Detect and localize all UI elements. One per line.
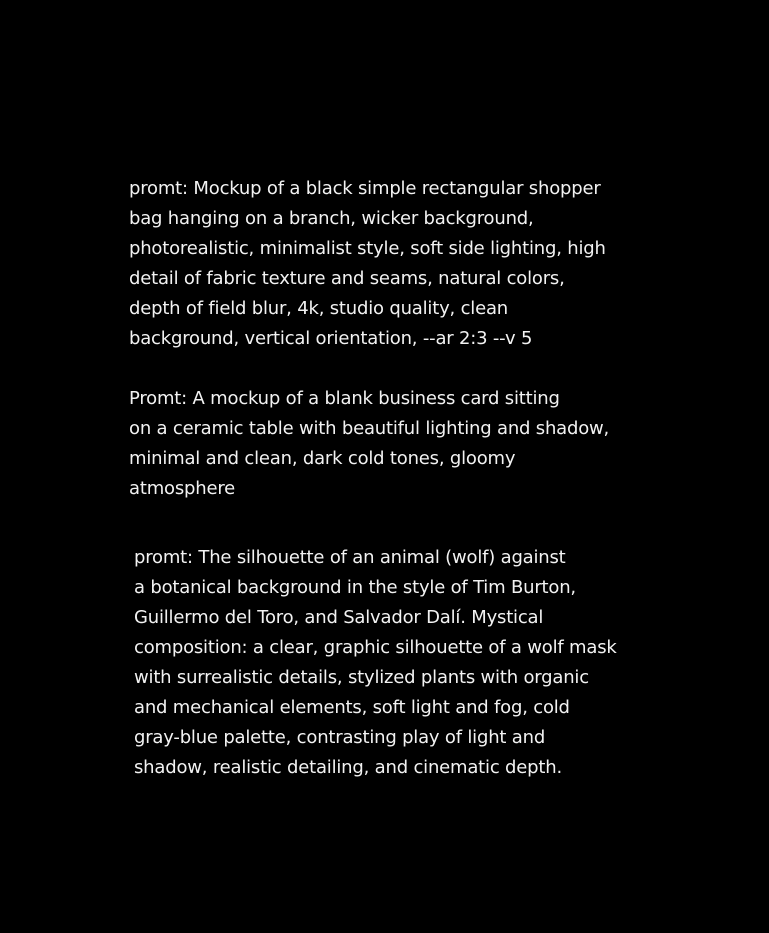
prompt-line: composition: a clear, graphic silhouette of a wolf mask [134,637,617,658]
prompt-line: bag hanging on a branch, wicker background, [129,208,534,229]
prompt-block-wolf-silhouette [134,543,617,783]
prompt-line: on a ceramic table with beautiful lighting and shadow, [129,418,610,439]
prompt-line: Promt: A mockup of a blank business card sitting [129,388,560,409]
prompt-line: atmosphere [129,478,236,499]
prompt-line: minimal and clean, dark cold tones, gloomy [129,448,516,469]
prompt-block-business-card [129,384,609,504]
prompt-line: promt: Mockup of a black simple rectangular shopper [129,178,601,199]
prompt-line: and mechanical elements, soft light and fog, cold [134,697,570,718]
prompt-line: gray-blue palette, contrasting play of light and [134,727,546,748]
prompt-line: background, vertical orientation, --ar 2:3 --v 5 [129,328,533,349]
prompt-line: depth of field blur, 4k, studio quality, clean [129,298,508,319]
prompt-line: photorealistic, minimalist style, soft side lighting, high [129,238,606,259]
prompt-line: detail of fabric texture and seams, natural colors, [129,268,565,289]
prompt-line: promt: The silhouette of an animal (wolf) against [134,547,566,568]
prompt-block-shopper-bag [129,174,606,354]
prompt-line: Guillermo del Toro, and Salvador Dalí. Mystical [134,607,544,628]
prompt-line: shadow, realistic detailing, and cinematic depth. [134,757,562,778]
prompt-line: a botanical background in the style of Tim Burton, [134,577,576,598]
prompt-line: with surrealistic details, stylized plants with organic [134,667,589,688]
